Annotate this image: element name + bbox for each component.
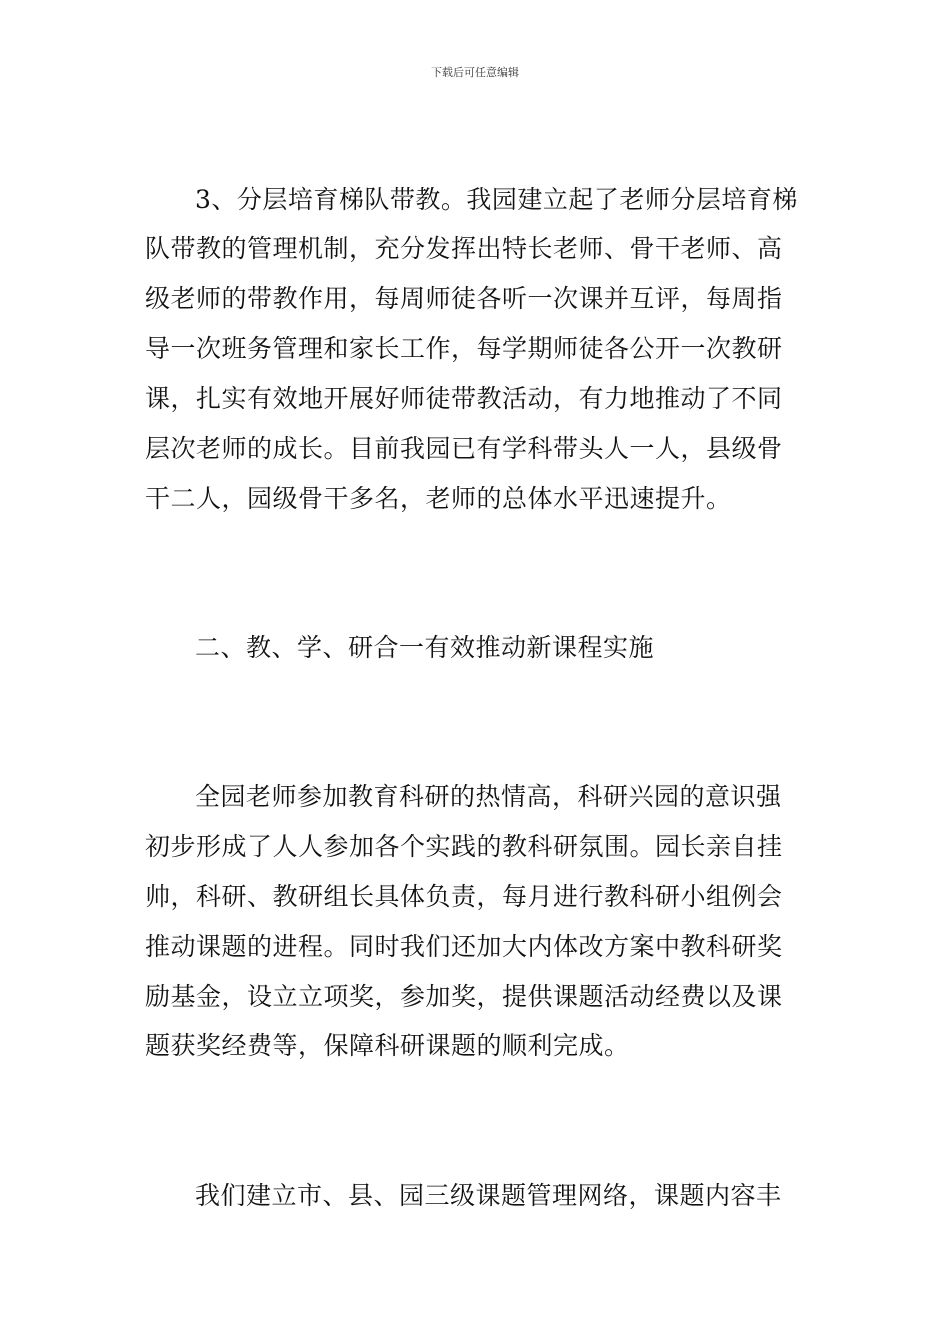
paragraph-1-line-3: 级老师的带教作用，每周师徒各听一次课并互评，每周指 xyxy=(145,284,783,313)
paragraph-1-line-5: 课，扎实有效地开展好师徒带教活动，有力地推动了不同 xyxy=(145,384,783,413)
paragraph-1-line-6: 层次老师的成长。目前我园已有学科带头人一人，县级骨 xyxy=(145,434,783,463)
paragraph-2-line-4: 推动课题的进程。同时我们还加大内体改方案中教科研奖 xyxy=(145,932,783,961)
paragraph-2-line-1: 全园老师参加教育科研的热情高，科研兴园的意识强 xyxy=(195,782,782,811)
paragraph-2-line-3: 帅，科研、教研组长具体负责，每月进行教科研小组例会 xyxy=(145,882,783,911)
paragraph-2-line-2: 初步形成了人人参加各个实践的教科研氛围。园长亲自挂 xyxy=(145,832,783,861)
paragraph-2-line-6: 题获奖经费等，保障科研课题的顺利完成。 xyxy=(145,1031,630,1060)
page-header-note: 下载后可任意编辑 xyxy=(431,66,519,79)
section-heading: 二、教、学、研合一有效推动新课程实施 xyxy=(195,633,655,662)
paragraph-3-line-1: 我们建立市、县、园三级课题管理网络，课题内容丰 xyxy=(195,1181,782,1210)
paragraph-1-line-2: 队带教的管理机制，充分发挥出特长老师、骨干老师、高 xyxy=(145,234,783,263)
paragraph-2-line-5: 励基金，设立立项奖，参加奖，提供课题活动经费以及课 xyxy=(145,982,783,1011)
paragraph-1-line-7: 干二人，园级骨干多名，老师的总体水平迅速提升。 xyxy=(145,484,732,513)
paragraph-1-line-4: 导一次班务管理和家长工作，每学期师徒各公开一次教研 xyxy=(145,334,783,363)
paragraph-1-line-1: 3、分层培育梯队带教。我园建立起了老师分层培育梯 xyxy=(195,185,798,214)
